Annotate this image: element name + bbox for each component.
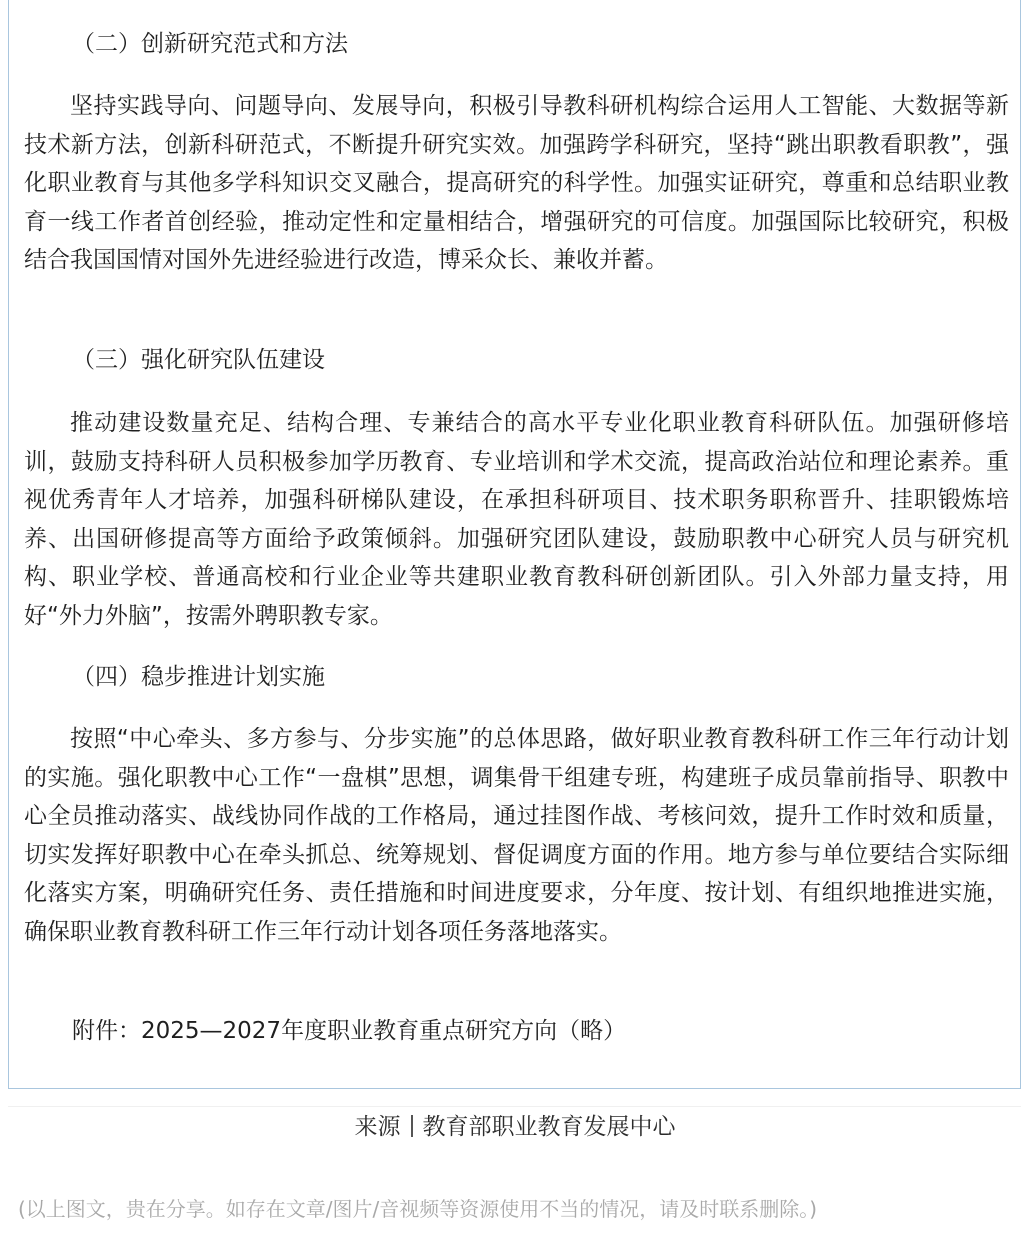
source-name: 教育部职业教育发展中心 (422, 1114, 676, 1140)
disclaimer-text: (以上图文，贵在分享。如存在文章/图片/音视频等资源使用不当的情况，请及时联系删除。) (18, 1197, 818, 1221)
section-body-3: 推动建设数量充足、结构合理、专兼结合的高水平专业化职业教育科研队伍。加强研修培训，鼓励支持科研人员积极参加学历教育、专业培训和学术交流，提高政治站位和理论素养。重视优秀青年人才培养，加强科研梯队建设，在承担科研项目、技术职务职称晋升、挂职锻炼培养、出国研修提高等方面给予政策倾斜。加强研究团队建设，鼓励职教中心研究人员与研究机构、职业学校、普通高校和行业企业等共建职业教育教科研创新团队。引入外部力量支持，用好“外力外脑”，按需外聘职教专家。 (24, 410, 1009, 629)
source-label: 来源 (354, 1114, 401, 1140)
section-heading-4: （四）稳步推进计划实施 (72, 664, 325, 690)
footer-divider (8, 1106, 1021, 1107)
section-body-4: 按照“中心牵头、多方参与、分步实施”的总体思路，做好职业教育教科研工作三年行动计划的实施。强化职教中心工作“一盘棋”思想，调集骨干组建专班，构建班子成员靠前指导、职教中心全员推动落实、战线协同作战的工作格局，通过挂图作战、考核问效，提升工作时效和质量，切实发挥好职教中心在牵头抓总、统筹规划、督促调度方面的作用。地方参与单位要结合实际细化落实方案，明确研究任务、责任措施和时间进度要求，分年度、按计划、有组织地推进实施，确保职业教育教科研工作三年行动计划各项任务落地落实。 (24, 726, 1009, 945)
attachment-note: 附件：2025—2027年度职业教育重点研究方向（略） (72, 1018, 627, 1044)
source-line (0, 1111, 1030, 1143)
source-separator (411, 1115, 413, 1137)
section-heading-2: （二）创新研究范式和方法 (72, 31, 348, 57)
section-body-2: 坚持实践导向、问题导向、发展导向，积极引导教科研机构综合运用人工智能、大数据等新技术新方法，创新科研范式，不断提升研究实效。加强跨学科研究，坚持“跳出职教看职教”，强化职业教育与其他多学科知识交叉融合，提高研究的科学性。加强实证研究，尊重和总结职业教育一线工作者首创经验，推动定性和定量相结合，增强研究的可信度。加强国际比较研究，积极结合我国国情对国外先进经验进行改造，博采众长、兼收并蓄。 (24, 93, 1009, 273)
section-heading-3: （三）强化研究队伍建设 (72, 347, 325, 373)
